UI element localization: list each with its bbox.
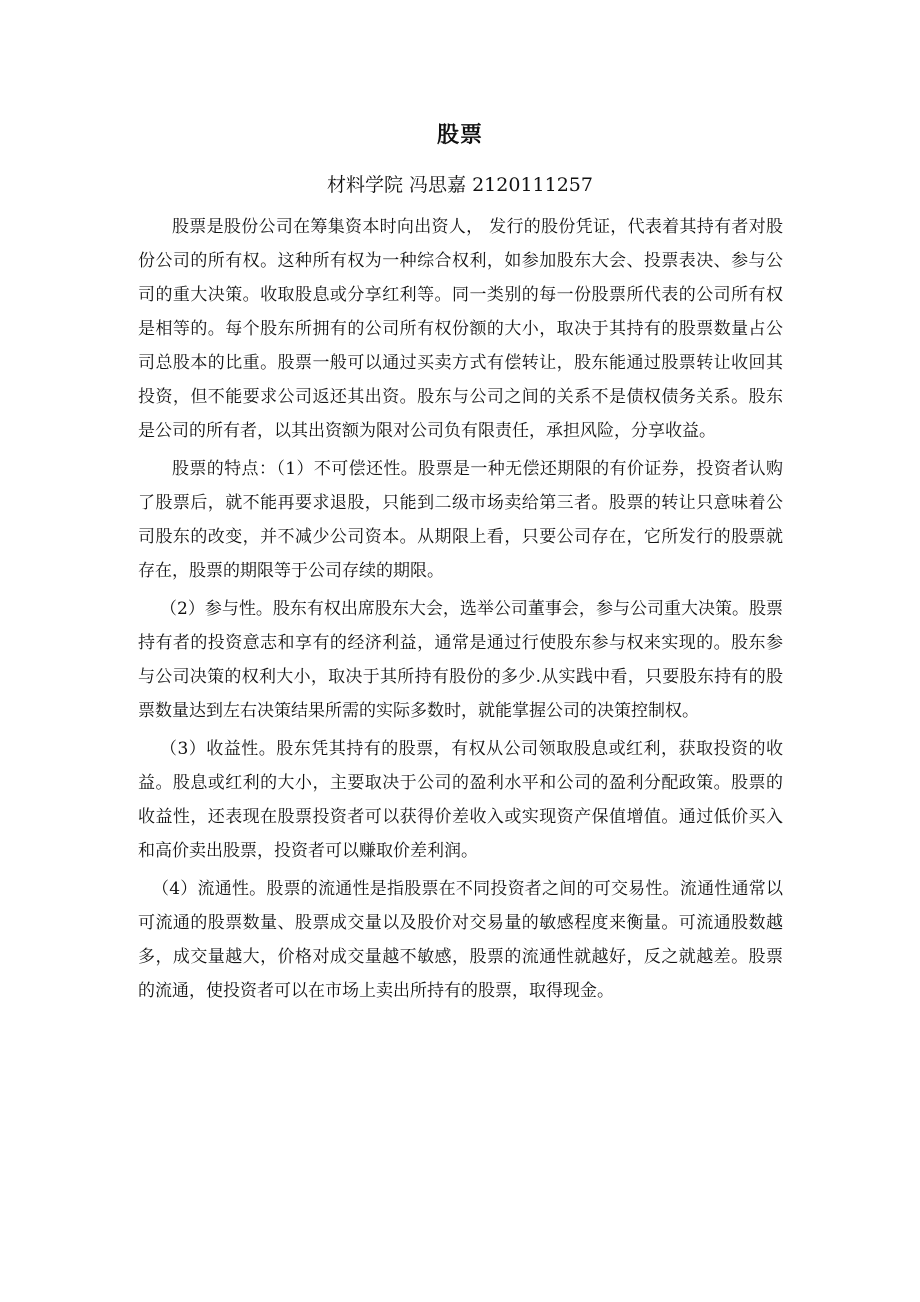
document-body <box>138 210 783 1012</box>
paragraph-feature-2: （2）参与性。股东有权出席股东大会，选举公司董事会，参与公司重大决策。股票持有者的投资意志和享有的经济利益，通常是通过行使股东参与权来实现的。股东参与公司决策的权利大小，取决于其所持有股份的多少.从实践中看，只要股东持有的股票数量达到左右决策结果所需的实际多数时，就能掌握公司的决策控制权。 <box>138 599 783 721</box>
paragraph-feature-1: 股票的特点：（1）不可偿还性。股票是一种无偿还期限的有价证券，投资者认购了股票后，就不能再要求退股，只能到二级市场卖给第三者。股票的转让只意味着公司股东的改变，并不减少公司资本。从期限上看，只要公司存在，它所发行的股票就存在，股票的期限等于公司存续的期限。 <box>138 459 783 581</box>
author-line: 材料学院 冯思嘉 2120111257 <box>327 174 593 196</box>
page-title: 股票 <box>436 122 483 148</box>
paragraph-definition: 股票是股份公司在筹集资本时向出资人， 发行的股份凭证，代表着其持有者对股份公司的所有权。这种所有权为一种综合权利，如参加股东大会、投票表决、参与公司的重大决策。收取股息或分享红利等。同一类别的每一份股票所代表的公司所有权是相等的。每个股东所拥有的公司所有权份额的大小，取决于其持有的股票数量占公司总股本的比重。股票一般可以通过买卖方式有偿转让，股东能通过股票转让收回其投资，但不能要求公司返还其出资。股东与公司之间的关系不是债权债务关系。股东是公司的所有者，以其出资额为限对公司负有限责任，承担风险，分享收益。 <box>138 217 783 441</box>
paragraph-feature-3: （3）收益性。股东凭其持有的股票，有权从公司领取股息或红利，获取投资的收益。股息或红利的大小，主要取决于公司的盈利水平和公司的盈利分配政策。股票的收益性，还表现在股票投资者可以获得价差收入或实现资产保值增值。通过低价买入和高价卖出股票，投资者可以赚取价差利润。 <box>138 739 783 861</box>
paragraph-feature-4: （4）流通性。股票的流通性是指股票在不同投资者之间的可交易性。流通性通常以可流通的股票数量、股票成交量以及股价对交易量的敏感程度来衡量。可流通股数越多，成交量越大，价格对成交量越不敏感，股票的流通性就越好，反之就越差。股票的流通，使投资者可以在市场上卖出所持有的股票，取得现金。 <box>138 879 783 1001</box>
